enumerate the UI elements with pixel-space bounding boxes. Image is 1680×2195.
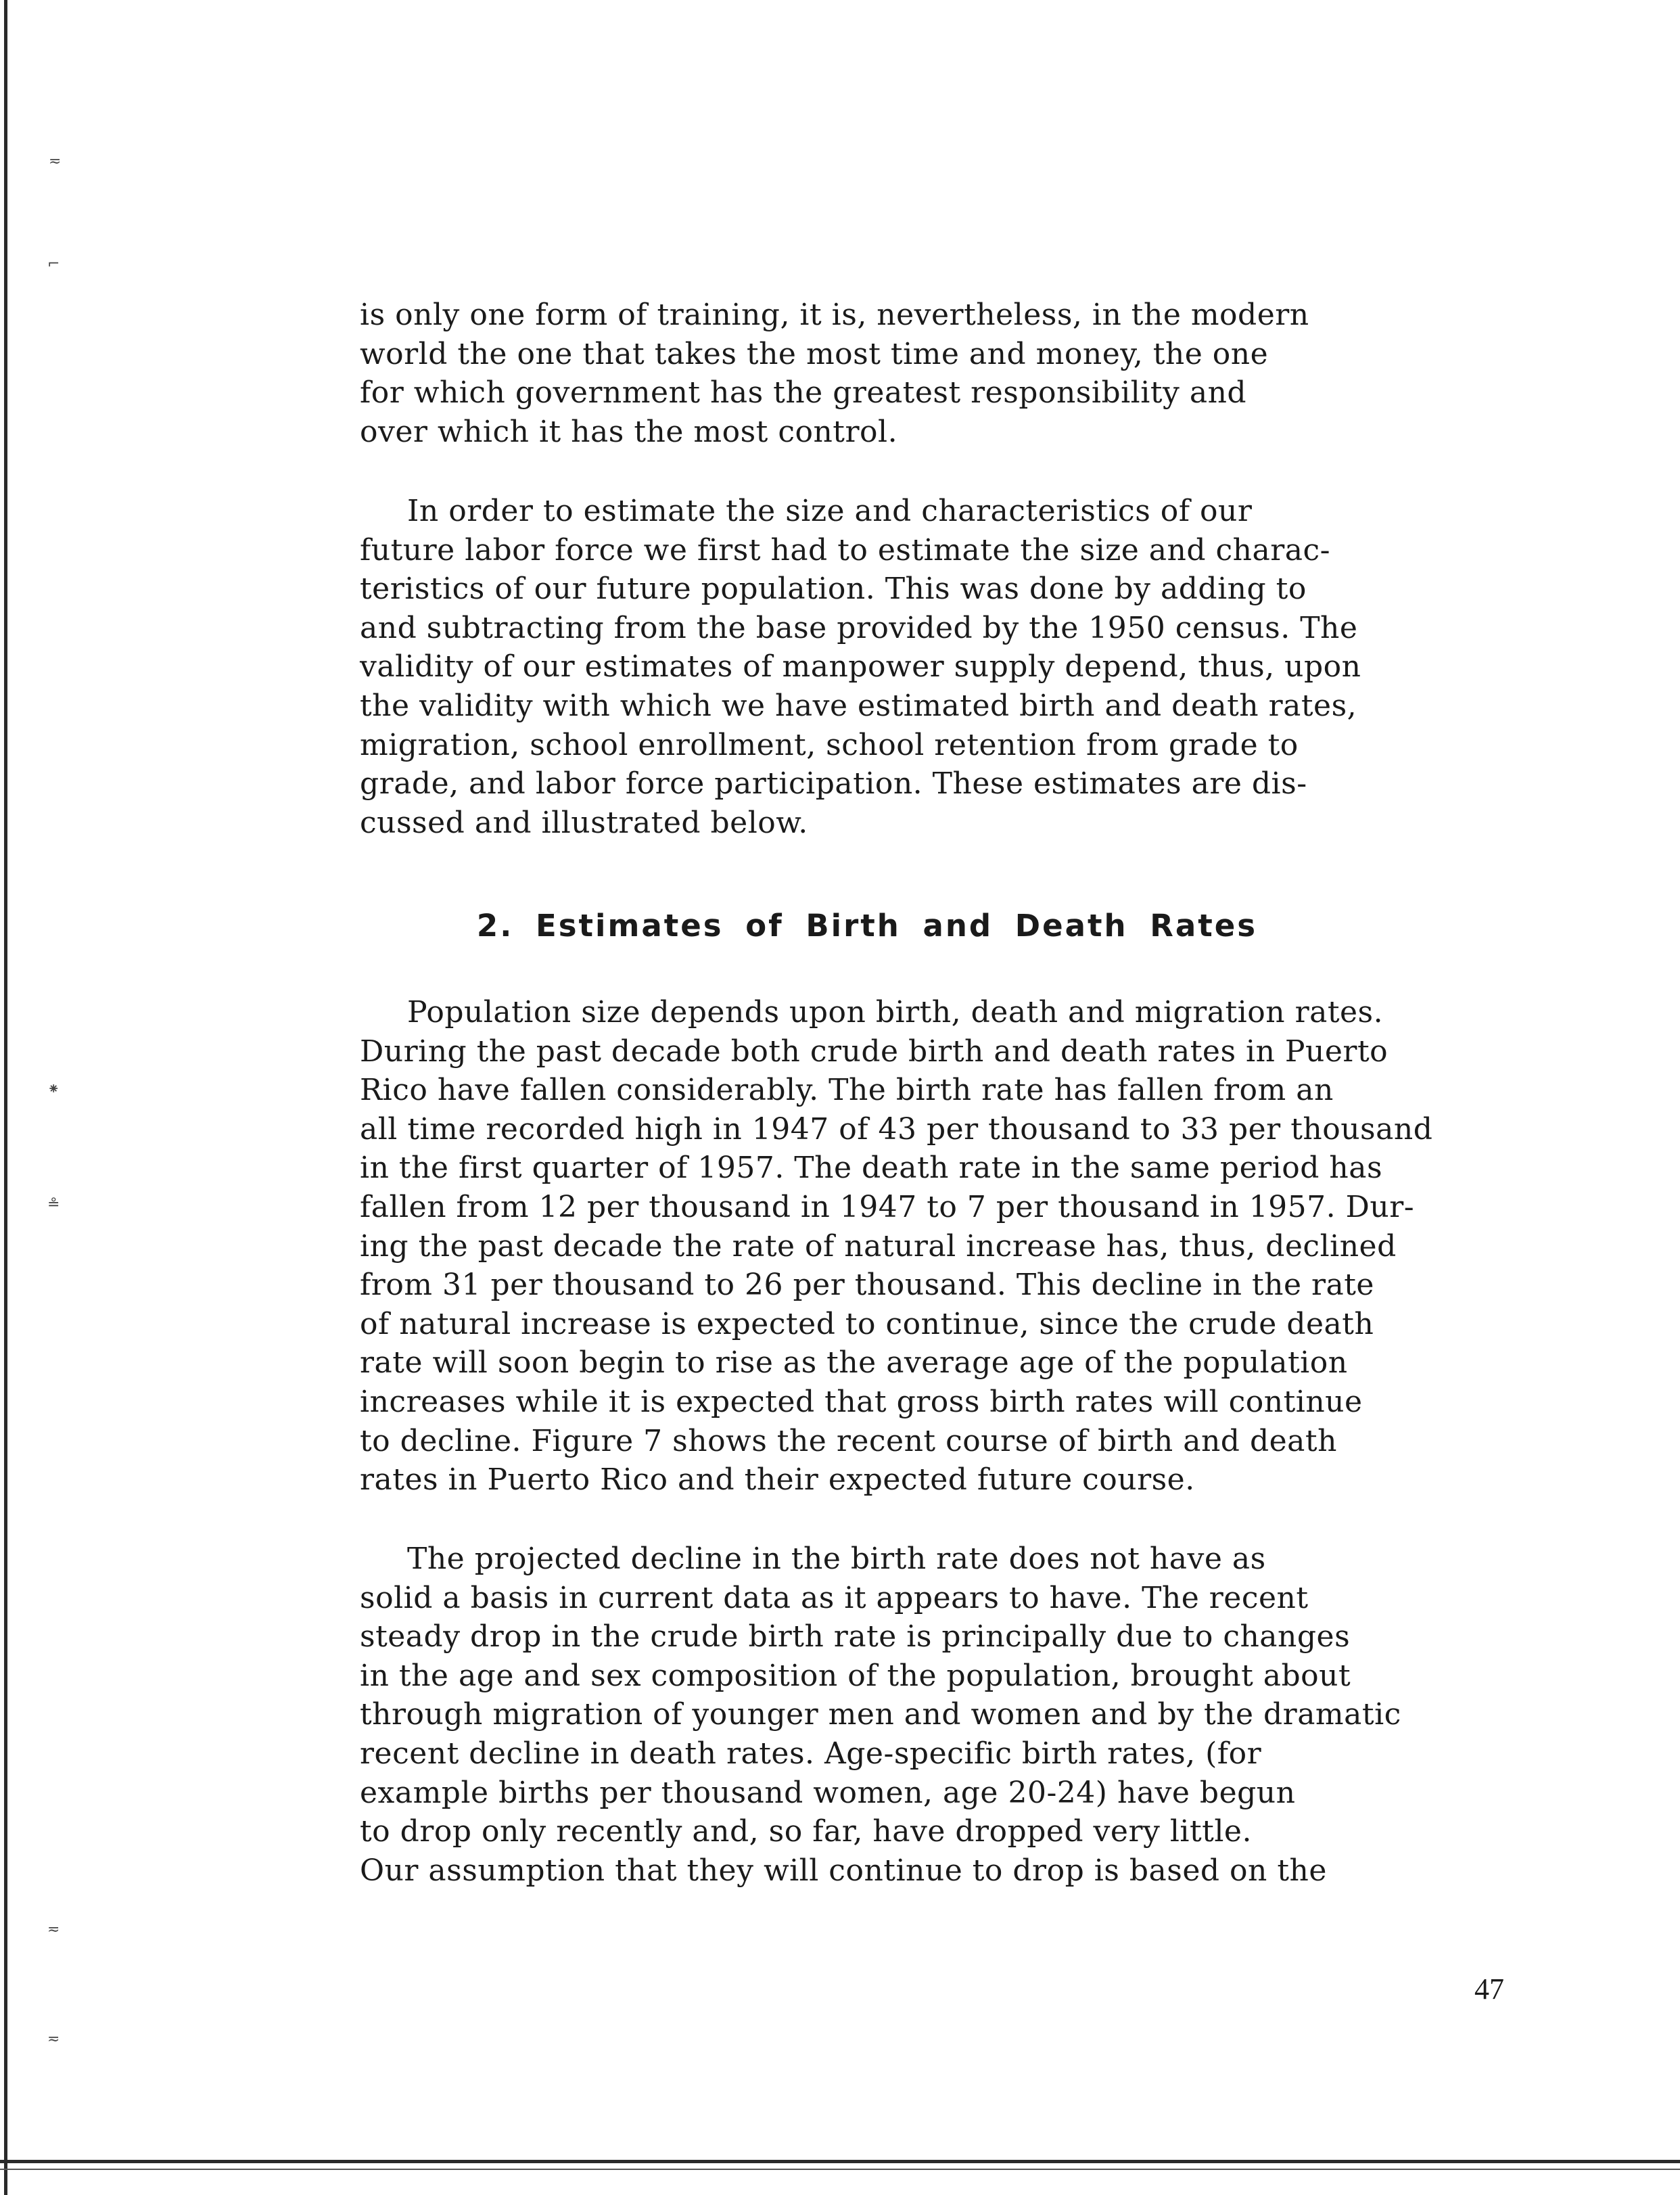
scan-speck: ⁕	[47, 1081, 60, 1098]
paragraph-projected-decline	[360, 1540, 1523, 1890]
text-line: recent decline in death rates. Age-specific birth rates, (for	[360, 1736, 1262, 1771]
text-line: validity of our estimates of manpower supply depend, thus, upon	[360, 649, 1361, 685]
text-line: Population size depends upon birth, death and migration rates.	[407, 995, 1384, 1030]
text-line: fallen from 12 per thousand in 1947 to 7 per thousand in 1957. Dur-	[360, 1189, 1415, 1224]
text-line: and subtracting from the base provided by the 1950 census. The	[360, 610, 1358, 645]
text-line: all time recorded high in 1947 of 43 per thousand to 33 per thousand	[360, 1111, 1433, 1147]
text-line: future labor force we first had to estimate the size and charac-	[360, 532, 1331, 568]
text-line: to drop only recently and, so far, have dropped very little.	[360, 1814, 1252, 1849]
text-line: from 31 per thousand to 26 per thousand. This decline in the rate	[360, 1268, 1374, 1303]
scan-speck: ≗	[47, 1196, 60, 1213]
text-line: teristics of our future population. This was done by adding to	[360, 572, 1307, 607]
paragraph-birth-death-rates	[360, 993, 1523, 1500]
text-line: During the past decade both crude birth and death rates in Puerto	[360, 1034, 1389, 1069]
text-line: Rico have fallen considerably. The birth rate has fallen from an	[360, 1073, 1334, 1108]
scan-speck: ≂	[49, 153, 62, 170]
text-line: In order to estimate the size and characteristics of our	[407, 494, 1253, 528]
text-line: world the one that takes the most time and money, the one	[360, 336, 1269, 371]
text-line: of natural increase is expected to continue, since the crude death	[360, 1306, 1374, 1341]
text-line: through migration of younger men and women and by the dramatic	[360, 1697, 1401, 1732]
text-line: to decline. Figure 7 shows the recent course of birth and death	[360, 1423, 1337, 1458]
text-line: for which government has the greatest responsibility and	[360, 375, 1247, 411]
text-line: steady drop in the crude birth rate is principally due to changes	[360, 1619, 1351, 1655]
text-line: cussed and illustrated below.	[360, 805, 808, 840]
scan-speck: ≂	[47, 2031, 60, 2048]
text-line: grade, and labor force participation. These estimates are dis-	[360, 766, 1307, 802]
text-line: the validity with which we have estimated birth and death rates,	[360, 688, 1357, 723]
text-line: ing the past decade the rate of natural increase has, thus, declined	[360, 1228, 1397, 1264]
text-line: The projected decline in the birth rate does not have as	[407, 1542, 1266, 1576]
scan-speck: ≂	[47, 1921, 60, 1938]
paragraph-estimates-intro	[360, 492, 1523, 842]
text-line: is only one form of training, it is, nevertheless, in the modern	[360, 298, 1309, 332]
paragraph-continued	[360, 296, 1523, 451]
page-left-edge	[4, 0, 7, 2195]
page-bottom-edge	[0, 2160, 1680, 2163]
text-line: solid a basis in current data as it appears to have. The recent	[360, 1580, 1309, 1615]
text-line: increases while it is expected that gross birth rates will continue	[360, 1384, 1363, 1419]
text-line: in the age and sex composition of the population, brought about	[360, 1658, 1351, 1693]
page-number: 47	[1474, 1972, 1504, 2006]
page-bottom-edge-shadow	[0, 2169, 1680, 2170]
text-line: over which it has the most control.	[360, 414, 898, 449]
text-line: Our assumption that they will continue to drop is based on the	[360, 1853, 1327, 1888]
text-line: migration, school enrollment, school retention from grade to	[360, 727, 1299, 762]
text-line: rate will soon begin to rise as the average age of the population	[360, 1345, 1348, 1381]
text-line: rates in Puerto Rico and their expected future course.	[360, 1462, 1195, 1498]
text-line: in the first quarter of 1957. The death rate in the same period has	[360, 1151, 1383, 1186]
scan-speck: ⌐	[47, 256, 60, 273]
text-line: example births per thousand women, age 20-24) have begun	[360, 1775, 1296, 1810]
section-heading: 2. Estimates of Birth and Death Rates	[476, 908, 1258, 944]
